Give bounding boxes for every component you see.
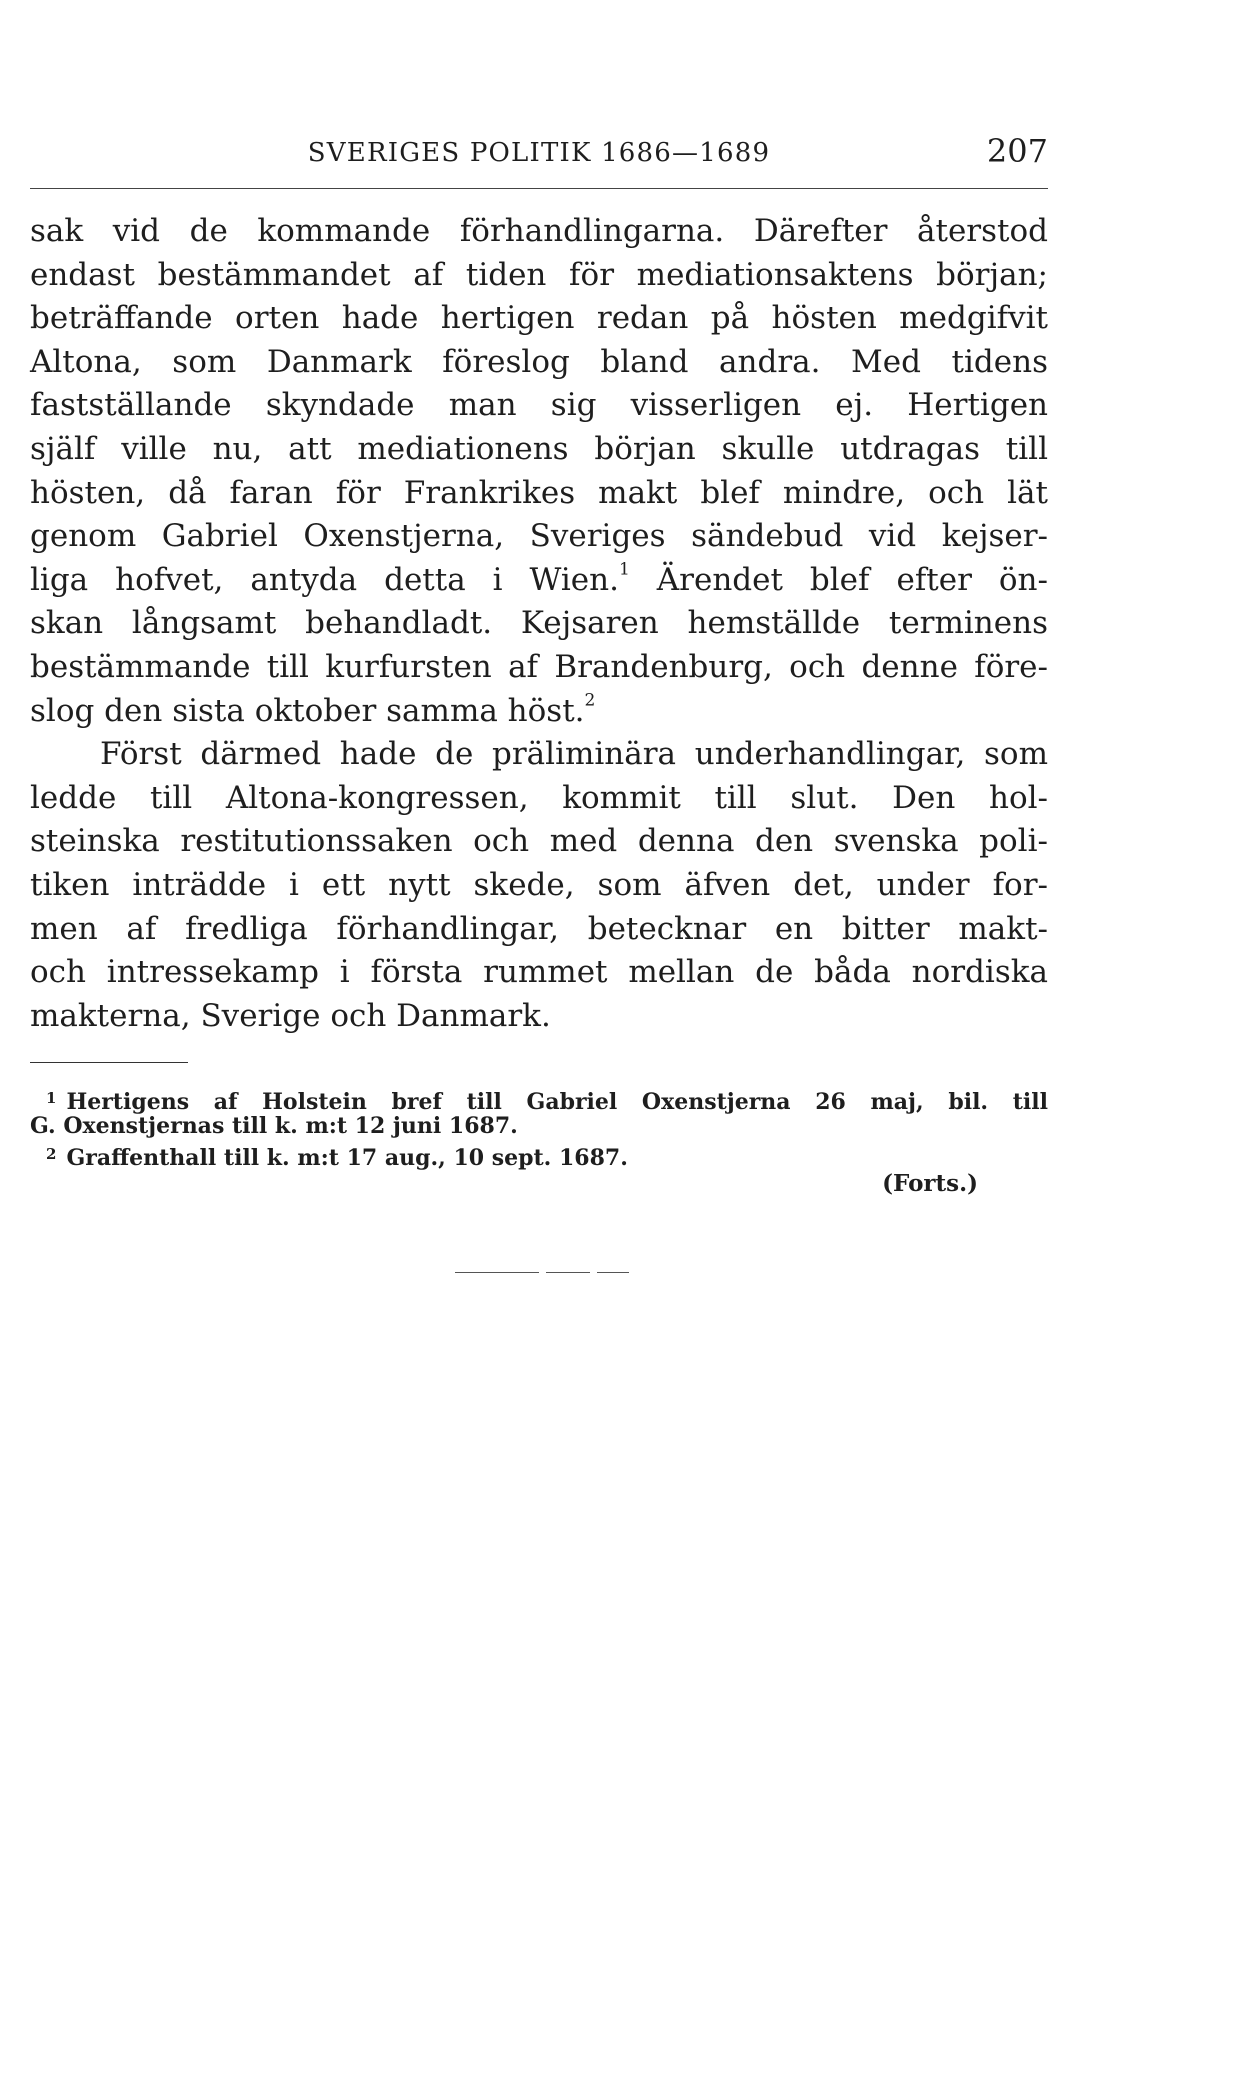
end-rule-segment [597, 1272, 629, 1273]
text-line: och intressekamp i första rummet mellan de båda nordiska [30, 954, 1048, 991]
footnotes [30, 1084, 1048, 1171]
running-head [30, 130, 1048, 180]
footnote-2 [30, 1140, 1048, 1171]
footnote-text: Graffenthall till k. m:t 17 aug., 10 sept. 1687. [66, 1145, 628, 1171]
text-line: tiken inträdde i ett nytt skede, som äfven det, under for- [30, 866, 1048, 903]
text-line: hösten, då faran för Frankrikes makt blef mindre, och lät [30, 474, 1048, 511]
text-line: fastställande skyndade man sig visserligen ej. Hertigen [30, 387, 1048, 424]
footnote-1 [30, 1084, 1048, 1115]
text-line: makterna, Sverige och Danmark. [30, 997, 551, 1034]
text-line: beträffande orten hade hertigen redan på hösten medgifvit [30, 300, 1048, 337]
text-segment: Ärendet blef efter ön- [656, 561, 1048, 598]
paragraph-first-line: Först därmed hade de präliminära underhandlingar, som [100, 736, 1048, 773]
footnote-ref: 1 [618, 559, 630, 580]
page-number: 207 [986, 132, 1048, 170]
text-segment: liga hofvet, antyda detta i Wien. [30, 561, 619, 598]
footnote-text: Hertigens af Holstein bref till Gabriel Oxenstjerna 26 maj, bil. till [66, 1089, 1048, 1115]
text-line: men af fredliga förhandlingar, betecknar en bitter makt- [30, 910, 1048, 947]
text-line: Altona, som Danmark föreslog bland andra. Med tidens [30, 343, 1048, 380]
footnote-mark: 1 [46, 1089, 57, 1107]
footnote-rule [30, 1062, 188, 1063]
text-line [30, 559, 1048, 603]
text-line: genom Gabriel Oxenstjerna, Sveriges sändebud vid kejser- [30, 518, 1048, 555]
running-title: SVERIGES POLITIK 1686—1689 [307, 138, 771, 168]
text-line [30, 690, 1048, 734]
footnote-mark: 2 [46, 1145, 57, 1163]
footnote-1-continued: G. Oxenstjernas till k. m:t 12 juni 1687. [30, 1113, 518, 1139]
body-text [30, 210, 1048, 1038]
text-segment: slog den sista oktober samma höst. [30, 692, 585, 729]
text-line: bestämmande till kurfursten af Brandenburg, och denne före- [30, 648, 1048, 685]
continuation-note: (Forts.) [882, 1170, 978, 1197]
text-line: skan långsamt behandladt. Kejsaren hemställde terminens [30, 605, 1048, 642]
text-line: steinska restitutionssaken och med denna den svenska poli- [30, 823, 1048, 860]
text-line: endast bestämmandet af tiden för mediationsaktens början; [30, 256, 1048, 293]
end-rule-segment [455, 1272, 539, 1273]
footnote-ref: 2 [584, 690, 596, 711]
header-rule [30, 188, 1048, 189]
text-line: sak vid de kommande förhandlingarna. Därefter återstod [30, 213, 1048, 249]
text-line: själf ville nu, att mediationens början skulle utdragas till [30, 430, 1048, 467]
end-rule-segment [546, 1272, 590, 1273]
text-line: ledde till Altona-kongressen, kommit till slut. Den hol- [30, 779, 1048, 816]
